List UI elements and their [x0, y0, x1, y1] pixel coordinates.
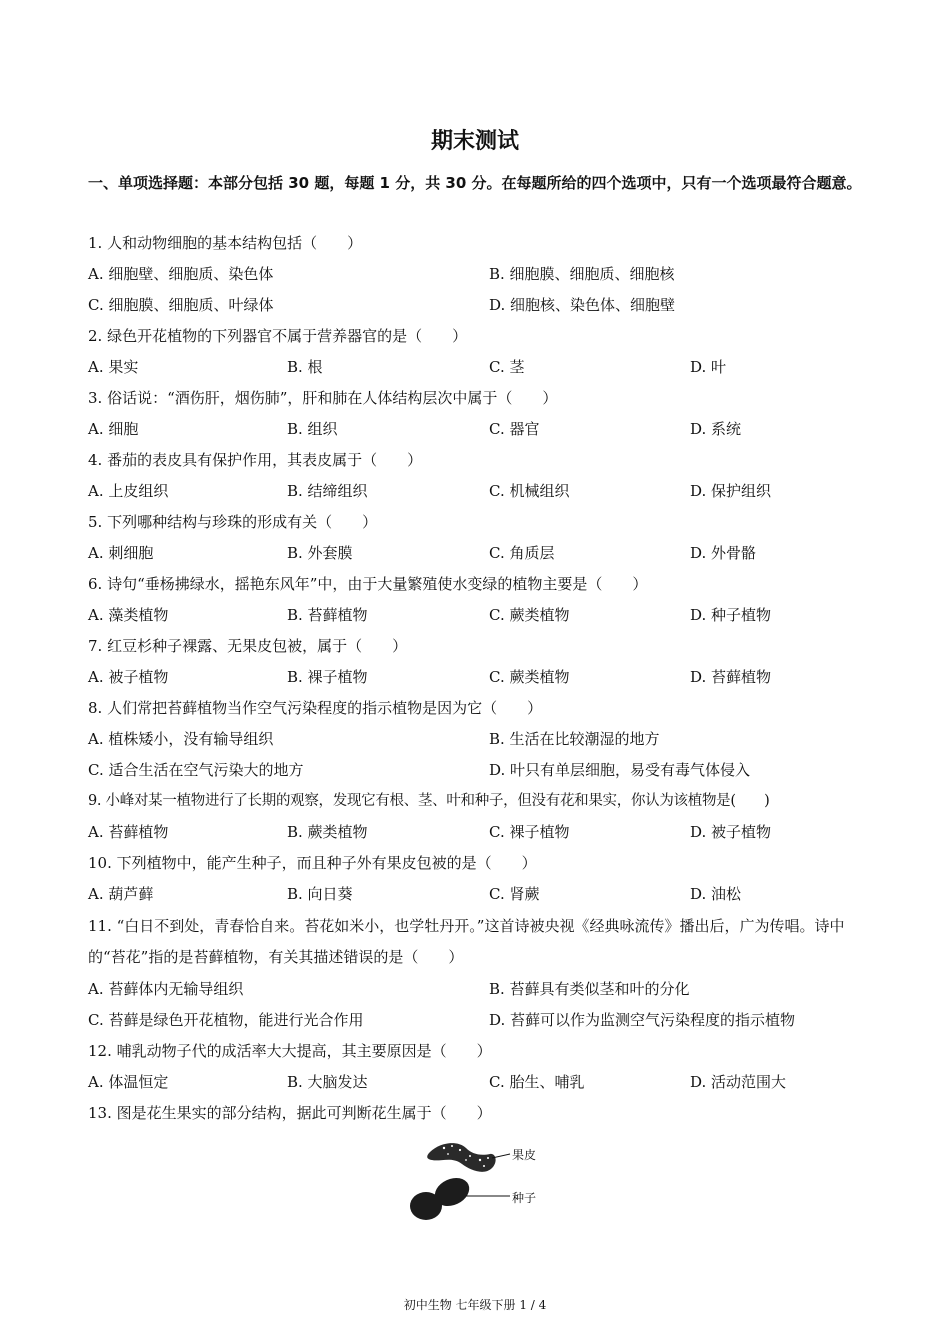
q10-option-d: D. 油松: [690, 885, 742, 903]
question-9: 9. 小峰对某一植物进行了长期的观察，发现它有根、茎、叶和种子，但没有花和果实，你认为该植物是( ): [88, 793, 770, 809]
section-heading: 一、单项选择题：本部分包括 30 题，每题 1 分，共 30 分。在每题所给的四个选项中，只有一个选项最符合题意。: [88, 174, 862, 192]
q2-option-a: A. 果实: [88, 358, 139, 376]
q10-option-a: A. 葫芦藓: [88, 885, 154, 903]
peel-leader-line: [492, 1154, 510, 1158]
q1-option-d: D. 细胞核、染色体、细胞壁: [489, 296, 676, 314]
q2-option-b: B. 根: [287, 358, 323, 376]
question-3: 3. 俗话说：“酒伤肝，烟伤肺”，肝和肺在人体结构层次中属于（ ）: [88, 389, 558, 407]
q5-option-c: C. 角质层: [489, 544, 555, 562]
q2-option-d: D. 叶: [690, 358, 727, 376]
q6-option-d: D. 种子植物: [690, 606, 772, 624]
question-6: 6. 诗句“垂杨拂绿水，摇艳东风年”中，由于大量繁殖使水变绿的植物主要是（ ）: [88, 575, 648, 593]
peanut-figure: [400, 1134, 560, 1226]
q11-option-b: B. 苔藓具有类似茎和叶的分化: [489, 980, 690, 998]
q3-option-b: B. 组织: [287, 420, 338, 438]
q8-option-c: C. 适合生活在空气污染大的地方: [88, 761, 304, 779]
question-1: 1. 人和动物细胞的基本结构包括（ ）: [88, 234, 363, 252]
q4-option-b: B. 结缔组织: [287, 482, 368, 500]
q11-option-c: C. 苔藓是绿色开花植物，能进行光合作用: [88, 1011, 364, 1029]
question-8: 8. 人们常把苔藓植物当作空气污染程度的指示植物是因为它（ ）: [88, 699, 543, 717]
q1-option-c: C. 细胞膜、细胞质、叶绿体: [88, 296, 274, 314]
q9-option-b: B. 蕨类植物: [287, 823, 368, 841]
q12-option-d: D. 活动范围大: [690, 1073, 787, 1091]
label-peel: 果皮: [512, 1148, 537, 1162]
q11-option-d: D. 苔藓可以作为监测空气污染程度的指示植物: [489, 1011, 796, 1029]
q1-option-a: A. 细胞壁、细胞质、染色体: [88, 265, 274, 283]
q3-option-d: D. 系统: [690, 420, 742, 438]
q7-option-d: D. 苔藓植物: [690, 668, 772, 686]
question-13: 13. 图是花生果实的部分结构，据此可判断花生属于（ ）: [88, 1104, 492, 1122]
question-5: 5. 下列哪种结构与珍珠的形成有关（ ）: [88, 513, 378, 531]
question-12: 12. 哺乳动物子代的成活率大大提高，其主要原因是（ ）: [88, 1042, 492, 1060]
page-title: 期末测试: [430, 129, 519, 154]
q9-option-c: C. 裸子植物: [489, 823, 570, 841]
question-11: 11. “白日不到处，青春恰自来。苔花如米小，也学牡丹开。”这首诗被央视《经典咏流传》播出后，广为传唱。诗中的“苔花”指的是苔藓植物，有关其描述错误的是（ ）: [88, 917, 845, 966]
q6-option-a: A. 藻类植物: [88, 606, 169, 624]
question-10: 10. 下列植物中，能产生种子，而且种子外有果皮包被的是（ ）: [88, 854, 537, 872]
q3-option-c: C. 器官: [489, 420, 540, 438]
q10-option-c: C. 肾蕨: [489, 885, 540, 903]
q2-option-c: C. 茎: [489, 358, 525, 376]
q12-option-a: A. 体温恒定: [88, 1073, 169, 1091]
q8-option-d: D. 叶只有单层细胞，易受有毒气体侵入: [489, 761, 751, 779]
q9-option-d: D. 被子植物: [690, 823, 772, 841]
label-seed: 种子: [512, 1191, 537, 1205]
q5-option-b: B. 外套膜: [287, 544, 353, 562]
q5-option-d: D. 外骨骼: [690, 544, 757, 562]
question-2: 2. 绿色开花植物的下列器官不属于营养器官的是（ ）: [88, 327, 468, 345]
question-4: 4. 番茄的表皮具有保护作用，其表皮属于（ ）: [88, 451, 423, 469]
q4-option-c: C. 机械组织: [489, 482, 570, 500]
q4-option-a: A. 上皮组织: [88, 482, 169, 500]
q1-option-b: B. 细胞膜、细胞质、细胞核: [489, 265, 675, 283]
question-7: 7. 红豆杉种子裸露、无果皮包被，属于（ ）: [88, 637, 408, 655]
q9-option-a: A. 苔藓植物: [88, 823, 169, 841]
q7-option-c: C. 蕨类植物: [489, 668, 570, 686]
q8-option-a: A. 植株矮小，没有输导组织: [88, 730, 274, 748]
q11-option-a: A. 苔藓体内无输导组织: [88, 980, 244, 998]
q8-option-b: B. 生活在比较潮湿的地方: [489, 730, 660, 748]
q10-option-b: B. 向日葵: [287, 885, 353, 903]
q5-option-a: A. 刺细胞: [88, 544, 154, 562]
q4-option-d: D. 保护组织: [690, 482, 772, 500]
q6-option-c: C. 蕨类植物: [489, 606, 570, 624]
peanut-peel-shape: [427, 1143, 495, 1172]
q12-option-b: B. 大脑发达: [287, 1073, 368, 1091]
q7-option-a: A. 被子植物: [88, 668, 169, 686]
q3-option-a: A. 细胞: [88, 420, 139, 438]
page-footer: 初中生物 七年级下册 1 / 4: [403, 1298, 547, 1312]
q7-option-b: B. 裸子植物: [287, 668, 368, 686]
q6-option-b: B. 苔藓植物: [287, 606, 368, 624]
q12-option-c: C. 胎生、哺乳: [489, 1073, 585, 1091]
